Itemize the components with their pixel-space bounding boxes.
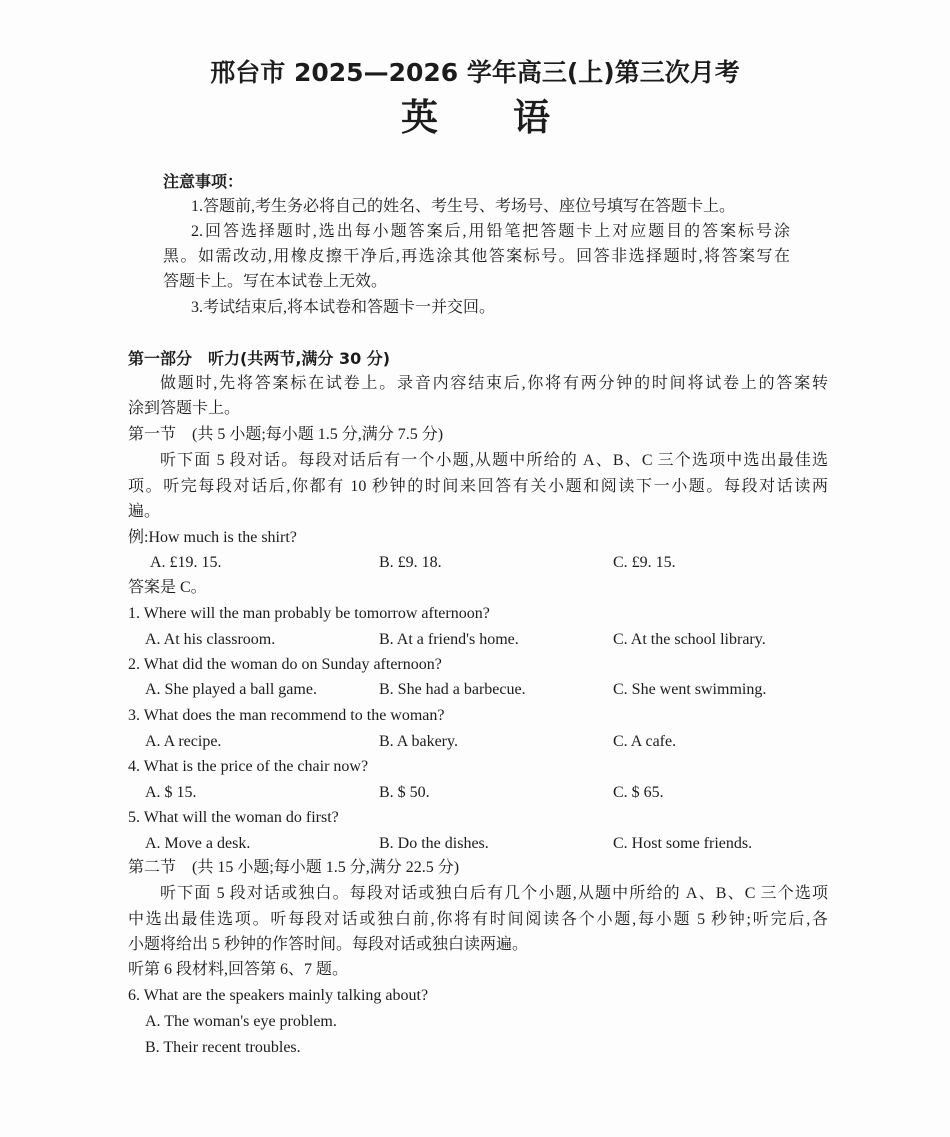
question-6-option-b: B. Their recent troubles.: [145, 1039, 301, 1056]
example-option-a: A. £19. 15.: [150, 554, 222, 571]
example-answer: 答案是 C。: [128, 579, 207, 596]
example-option-c: C. £9. 15.: [613, 554, 676, 571]
question-4-option-c: C. $ 65.: [613, 784, 664, 801]
section2-instruction-line-2: 中选出最佳选项。听每段对话或独白前,你将有时间阅读各个小题,每小题 5 秒钟;听完后,各: [128, 911, 828, 928]
question-3-option-a: A. A recipe.: [145, 733, 222, 750]
notes-line-4: 答题卡上。写在本试卷上无效。: [163, 273, 388, 290]
question-4-stem: 4. What is the price of the chair now?: [128, 758, 369, 775]
part1-heading: 第一部分 听力(共两节,满分 30 分): [128, 349, 391, 368]
question-3-stem: 3. What does the man recommend to the woman?: [128, 707, 445, 724]
question-5-option-a: A. Move a desk.: [145, 835, 251, 852]
question-6-stem: 6. What are the speakers mainly talking about?: [128, 987, 429, 1004]
notes-line-1: 1.答题前,考生务必将自己的姓名、考生号、考场号、座位号填写在答题卡上。: [191, 198, 736, 215]
subject-char-second: 语: [513, 96, 550, 139]
question-2-option-c: C. She went swimming.: [613, 681, 767, 698]
question-5-stem: 5. What will the woman do first?: [128, 809, 339, 826]
section2-heading: 第二节 (共 15 小题;每小题 1.5 分,满分 22.5 分): [128, 859, 460, 876]
notes-line-3: 黑。如需改动,用橡皮擦干净后,再选涂其他答案标号。回答非选择题时,将答案写在: [163, 248, 790, 265]
question-6-option-a: A. The woman's eye problem.: [145, 1013, 337, 1030]
question-1-stem: 1. Where will the man probably be tomorrow afternoon?: [128, 605, 490, 622]
question-2-option-a: A. She played a ball game.: [145, 681, 317, 698]
question-1-option-b: B. At a friend's home.: [379, 631, 519, 648]
section1-instruction-line-1: 听下面 5 段对话。每段对话后有一个小题,从题中所给的 A、B、C 三个选项中选出最佳选: [160, 452, 828, 469]
part1-intro-line-1: 做题时,先将答案标在试卷上。录音内容结束后,你将有两分钟的时间将试卷上的答案转: [160, 375, 828, 392]
exam-title: 邢台市 2025—2026 学年高三(上)第三次月考: [210, 58, 740, 87]
subject-char-first: 英: [401, 96, 438, 139]
material-note: 听第 6 段材料,回答第 6、7 题。: [128, 961, 349, 978]
notes-line-2: 2.回答选择题时,选出每小题答案后,用铅笔把答题卡上对应题目的答案标号涂: [191, 223, 790, 240]
question-1-option-c: C. At the school library.: [613, 631, 766, 648]
section1-heading: 第一节 (共 5 小题;每小题 1.5 分,满分 7.5 分): [128, 426, 444, 443]
section2-instruction-line-3: 小题将给出 5 秒钟的作答时间。每段对话或独白读两遍。: [128, 936, 529, 953]
question-1-option-a: A. At his classroom.: [145, 631, 276, 648]
question-5-option-b: B. Do the dishes.: [379, 835, 489, 852]
question-3-option-b: B. A bakery.: [379, 733, 458, 750]
part1-intro-line-2: 涂到答题卡上。: [128, 400, 241, 417]
question-5-option-c: C. Host some friends.: [613, 835, 753, 852]
question-3-option-c: C. A cafe.: [613, 733, 677, 750]
question-2-option-b: B. She had a barbecue.: [379, 681, 526, 698]
section1-instruction-line-2: 项。听完每段对话后,你都有 10 秒钟的时间来回答有关小题和阅读下一小题。每段对话读两: [128, 478, 828, 495]
example-option-b: B. £9. 18.: [379, 554, 442, 571]
question-4-option-b: B. $ 50.: [379, 784, 430, 801]
notes-line-5: 3.考试结束后,将本试卷和答题卡一并交回。: [191, 299, 496, 316]
section2-instruction-line-1: 听下面 5 段对话或独白。每段对话或独白后有几个小题,从题中所给的 A、B、C 三个选项: [160, 885, 828, 902]
example-question: 例:How much is the shirt?: [128, 529, 297, 546]
notes-heading: 注意事项：: [163, 172, 244, 191]
section1-instruction-line-3: 遍。: [128, 503, 161, 520]
question-4-option-a: A. $ 15.: [145, 784, 197, 801]
question-2-stem: 2. What did the woman do on Sunday afternoon?: [128, 656, 442, 673]
